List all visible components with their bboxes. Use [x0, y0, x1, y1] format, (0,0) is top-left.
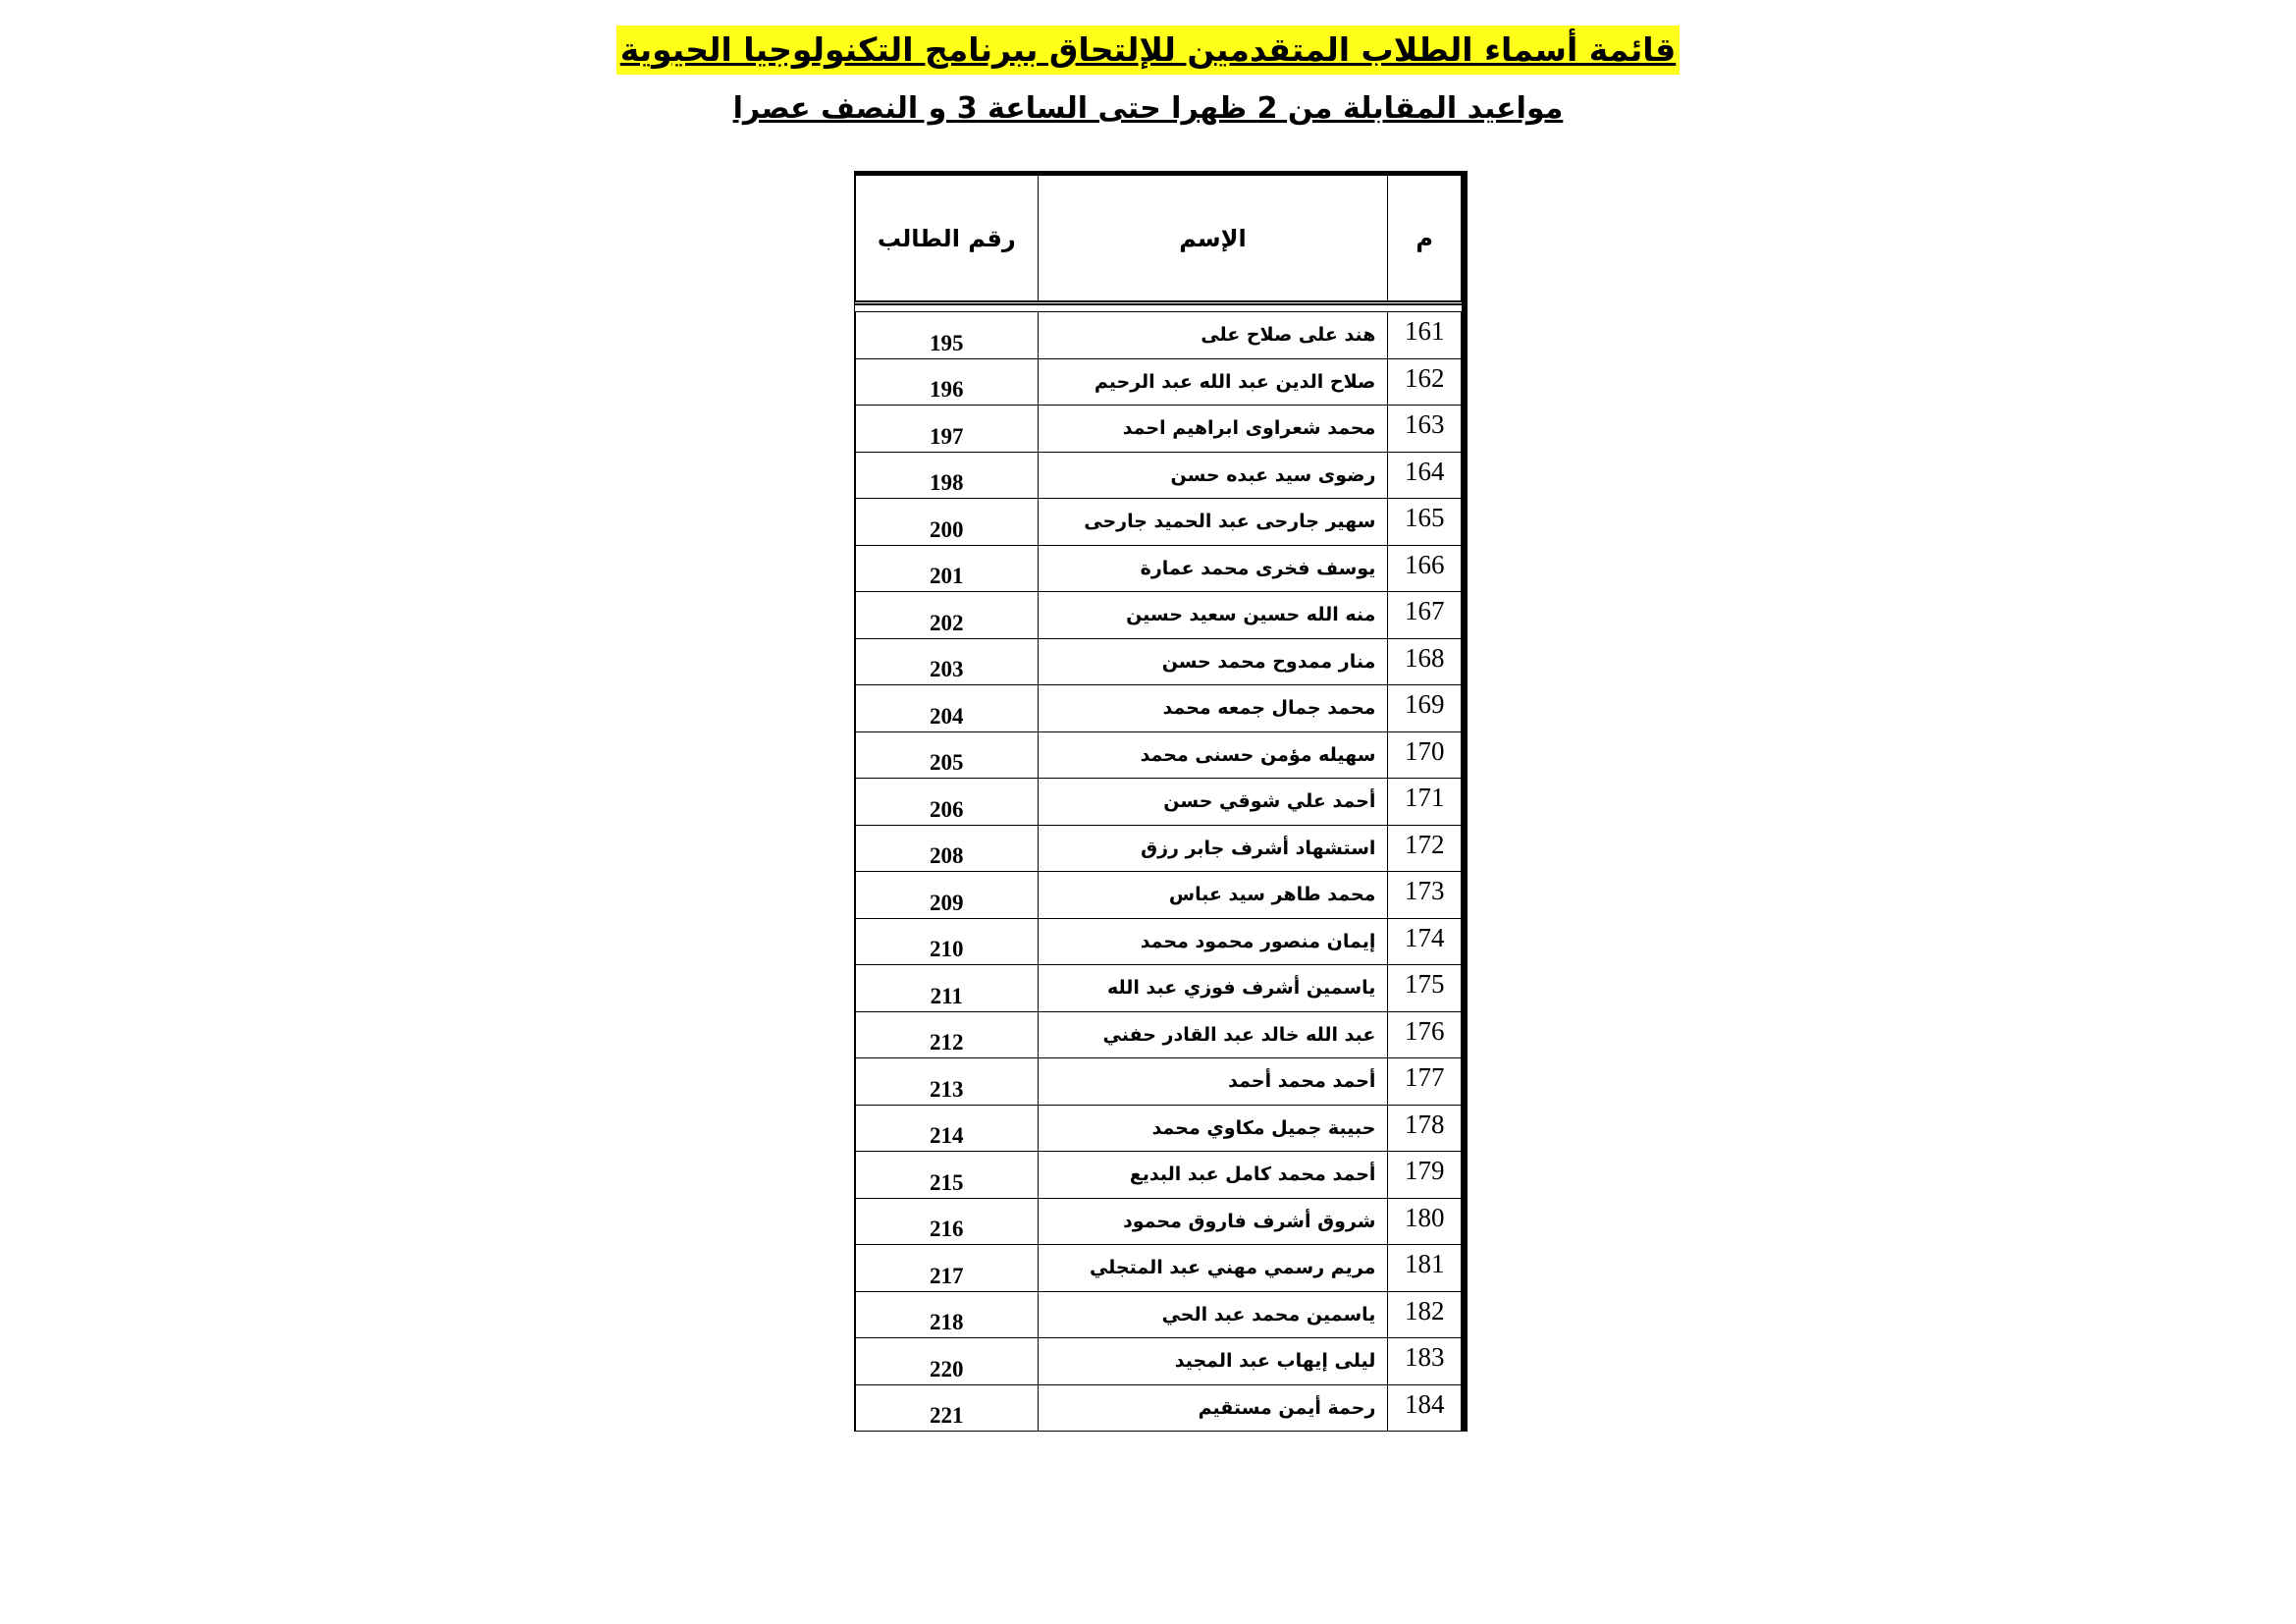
header-name: الإسم — [1038, 176, 1388, 303]
table-row — [856, 499, 1462, 546]
row-student-number: 196 — [856, 358, 1039, 406]
row-index: 172 — [1388, 825, 1462, 872]
row-name: منار ممدوح محمد حسن — [1038, 638, 1388, 685]
table-row — [856, 406, 1462, 453]
table-row — [856, 638, 1462, 685]
subtitle-container — [0, 86, 2296, 132]
row-name: ياسمين محمد عبد الحي — [1038, 1291, 1388, 1338]
row-name: رضوى سيد عبده حسن — [1038, 452, 1388, 499]
table-row — [856, 592, 1462, 639]
row-index: 178 — [1388, 1105, 1462, 1152]
row-student-number: 218 — [856, 1291, 1039, 1338]
row-student-number: 195 — [856, 312, 1039, 359]
row-name: هند على صلاح على — [1038, 312, 1388, 359]
table-row — [856, 1011, 1462, 1058]
table-row — [856, 1291, 1462, 1338]
row-student-number: 211 — [856, 965, 1039, 1012]
table-row — [856, 1384, 1462, 1432]
row-student-number: 198 — [856, 452, 1039, 499]
table-row — [856, 312, 1462, 359]
row-index: 183 — [1388, 1338, 1462, 1385]
row-name: عبد الله خالد عبد القادر حفني — [1038, 1011, 1388, 1058]
row-index: 162 — [1388, 358, 1462, 406]
row-student-number: 197 — [856, 406, 1039, 453]
header-separator — [856, 303, 1462, 312]
row-name: محمد شعراوى ابراهيم احمد — [1038, 406, 1388, 453]
table-row — [856, 1105, 1462, 1152]
row-index: 161 — [1388, 312, 1462, 359]
table-row — [856, 358, 1462, 406]
row-index: 177 — [1388, 1058, 1462, 1106]
table-header-row — [856, 176, 1462, 303]
table-row — [856, 825, 1462, 872]
row-name: سهيله مؤمن حسنى محمد — [1038, 731, 1388, 779]
title-container — [0, 26, 2296, 75]
table-row — [856, 965, 1462, 1012]
table-row — [856, 1338, 1462, 1385]
row-index: 182 — [1388, 1291, 1462, 1338]
row-index: 179 — [1388, 1152, 1462, 1199]
row-student-number: 210 — [856, 918, 1039, 965]
row-index: 180 — [1388, 1198, 1462, 1245]
row-index: 167 — [1388, 592, 1462, 639]
row-index: 163 — [1388, 406, 1462, 453]
table-row — [856, 1245, 1462, 1292]
row-student-number: 212 — [856, 1011, 1039, 1058]
row-name: محمد جمال جمعه محمد — [1038, 685, 1388, 732]
row-name: أحمد محمد أحمد — [1038, 1058, 1388, 1106]
row-name: مريم رسمي مهني عبد المتجلي — [1038, 1245, 1388, 1292]
row-index: 168 — [1388, 638, 1462, 685]
row-student-number: 203 — [856, 638, 1039, 685]
row-name: سهير جارحى عبد الحميد جارحى — [1038, 499, 1388, 546]
row-index: 170 — [1388, 731, 1462, 779]
row-index: 174 — [1388, 918, 1462, 965]
row-student-number: 213 — [856, 1058, 1039, 1106]
row-student-number: 200 — [856, 499, 1039, 546]
row-index: 169 — [1388, 685, 1462, 732]
row-student-number: 221 — [856, 1384, 1039, 1432]
row-student-number: 208 — [856, 825, 1039, 872]
row-name: صلاح الدين عبد الله عبد الرحيم — [1038, 358, 1388, 406]
header-index: م — [1388, 176, 1462, 303]
row-student-number: 214 — [856, 1105, 1039, 1152]
row-index: 171 — [1388, 779, 1462, 826]
row-student-number: 216 — [856, 1198, 1039, 1245]
row-name: محمد طاهر سيد عباس — [1038, 872, 1388, 919]
row-name: يوسف فخرى محمد عمارة — [1038, 545, 1388, 592]
table-row — [856, 545, 1462, 592]
row-index: 175 — [1388, 965, 1462, 1012]
row-index: 165 — [1388, 499, 1462, 546]
table-row — [856, 1198, 1462, 1245]
row-student-number: 217 — [856, 1245, 1039, 1292]
table-row — [856, 685, 1462, 732]
header-student-number: رقم الطالب — [856, 176, 1039, 303]
page-subtitle: مواعيد المقابلة من 2 ظهرا حتى الساعة 3 و النصف عصرا — [732, 91, 1564, 126]
table-body — [856, 303, 1462, 1432]
row-index: 176 — [1388, 1011, 1462, 1058]
row-student-number: 205 — [856, 731, 1039, 779]
table-row — [856, 1058, 1462, 1106]
page-title: قائمة أسماء الطلاب المتقدمين للإلتحاق ببرنامج التكنولوجيا الحيوية — [616, 26, 1681, 75]
table-row — [856, 872, 1462, 919]
students-table — [855, 175, 1462, 1432]
row-student-number: 220 — [856, 1338, 1039, 1385]
row-name: أحمد علي شوقي حسن — [1038, 779, 1388, 826]
row-name: أحمد محمد كامل عبد البديع — [1038, 1152, 1388, 1199]
row-student-number: 215 — [856, 1152, 1039, 1199]
table-row — [856, 918, 1462, 965]
table-row — [856, 779, 1462, 826]
row-student-number: 206 — [856, 779, 1039, 826]
row-name: شروق أشرف فاروق محمود — [1038, 1198, 1388, 1245]
row-index: 173 — [1388, 872, 1462, 919]
row-student-number: 204 — [856, 685, 1039, 732]
row-name: إيمان منصور محمود محمد — [1038, 918, 1388, 965]
row-name: استشهاد أشرف جابر رزق — [1038, 825, 1388, 872]
row-index: 184 — [1388, 1384, 1462, 1432]
table-row — [856, 1152, 1462, 1199]
row-name: ليلى إيهاب عبد المجيد — [1038, 1338, 1388, 1385]
row-index: 164 — [1388, 452, 1462, 499]
row-student-number: 202 — [856, 592, 1039, 639]
row-student-number: 209 — [856, 872, 1039, 919]
table-row — [856, 452, 1462, 499]
row-name: منه الله حسين سعيد حسين — [1038, 592, 1388, 639]
row-index: 181 — [1388, 1245, 1462, 1292]
row-name: رحمة أيمن مستقيم — [1038, 1384, 1388, 1432]
row-name: حبيبة جميل مكاوي محمد — [1038, 1105, 1388, 1152]
table-row — [856, 731, 1462, 779]
students-table-frame — [854, 171, 1468, 1432]
row-name: ياسمين أشرف فوزي عبد الله — [1038, 965, 1388, 1012]
row-index: 166 — [1388, 545, 1462, 592]
row-student-number: 201 — [856, 545, 1039, 592]
